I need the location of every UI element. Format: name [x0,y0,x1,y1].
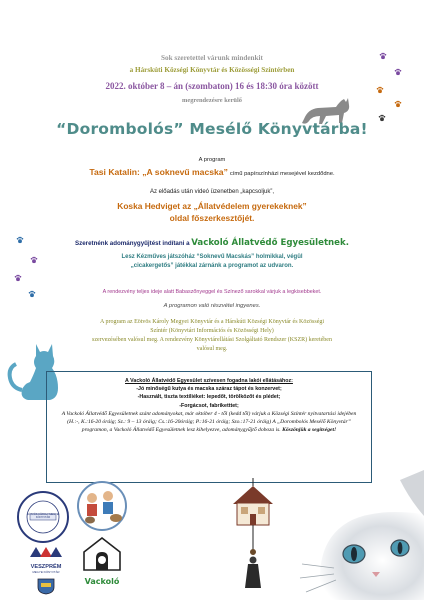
box-item-1: -Jó minőségű kutya és macska száraz tápot és konzervet; [136,386,282,393]
free-note: A programon való részvétel ingyenes. [163,303,261,309]
paw-icon [394,100,402,108]
donation-org: Vackoló Állatvédő Egyesületnek. [191,238,349,248]
veszprem-sub: MEGYEI KÖNYVTÁR [32,570,60,574]
box-thanks: Köszönjük a segítséget! [282,427,337,434]
paw-icon [376,86,384,94]
performer-suffix: című papírszínházi mesejével kezdődne. [229,171,335,177]
invite-line: Sok szeretettel várunk mindenkit [161,54,263,62]
donation-info-box [46,371,372,483]
program-label: A program [198,157,226,163]
workshop-line-2: „cicakergetős” játékkal zárnánk a programot az udvaron. [130,263,294,269]
vackolo-logo [80,534,124,596]
guest-line-2: oldal főszerkesztőjét. [169,213,255,223]
house-ornament [228,478,278,590]
vackolo-name: Vackoló [84,577,120,586]
subline: megrendezésre kerülő [182,97,242,104]
video-message-line: Az előadás után videó üzenetben „kapcsoljuk”, [149,189,275,195]
organizer-line: a Hárskúti Községi Könyvtár és Közösségi Színtérben [129,66,295,74]
box-text [55,410,363,435]
children-animals-logo [72,480,132,532]
donation-line [0,238,424,248]
workshop-line-1: Lesz Kézműves játszóház “Soknevű Macskás” holmikkal, végül [121,254,303,260]
venue-line: A rendezvény teljes ideje alatt Babaszőnyeggel és Színező sarokkal várjuk a legkisebbeket. [102,289,322,295]
donation-prefix: Szeretnénk adománygyűjtést indítani a [75,240,190,247]
cooperation-line-4: valósul meg. [196,346,228,352]
veszprem-name: VESZPRÉM [30,564,62,570]
event-date: 2022. október 8 – án (szombaton) 16 és 18:30 óra között [105,81,319,91]
guest-line-1: Koska Hedviget az „Állatvédelem gyerekeknek” [117,201,307,211]
box-text-body: A Vackoló Állatvédő Egyesületnek szánt adományokat, már október 4 - től (kedd től) várjuk a Községi Színtér nyitvatartási idejében (H.:-, K.:16-20 óráig; Sz.: 9 – 13 óráig; Cs.:16-20óráig; P.:16-21 óráig; Szo.:17-21 óráig) A „Dorombolós Mesélő Könyvtár” programon, a Vackoló Állatvédő Egyesületnek lesz kihelyezve, adománygyűjtő dobozа is. [61,410,357,434]
kitten-photo [282,470,424,600]
paw-icon [379,52,387,60]
box-item-2: -Használt, tiszta textíliéket: lepedőt, törölközőt és plédet; [137,394,281,401]
cooperation-line-2: Színtér (Könyvtári Információs és Közösségi Hely) [150,328,274,334]
performer: Tasi Katalin: „A soknevű macska” [89,167,228,177]
box-item-3: -Forgácsot, fabriketttet; [179,402,239,409]
paw-icon [394,68,402,76]
paw-icon [378,114,386,122]
cooperation-line-1: A program az Eötvös Károly Megyei Könyvtár és a Hárskúti Községi Könyvtár és Közösségi [99,319,325,325]
paw-icon [16,236,24,244]
page-title: “Dorombolós” Mesélő Könyvtárba! [56,120,368,138]
box-heading: A Vackoló Állatvédő Egyesület szívesen fogadna lakói ellátásához: [125,378,293,384]
paw-icon [30,256,38,264]
program-line [0,167,424,177]
cooperation-line-3: szervezésében valósul meg. A rendezvény Könyvtárellátási Szolgáltató Rendszer (KSZR) keretében [92,337,332,343]
library-seal-logo [16,490,70,544]
veszprem-logo [22,545,70,597]
paw-icon [28,290,36,298]
paw-icon [14,274,22,282]
library-seal-text: EÖTVÖS KÁROLY MEGYEI KÖNYVTÁR [26,513,60,519]
